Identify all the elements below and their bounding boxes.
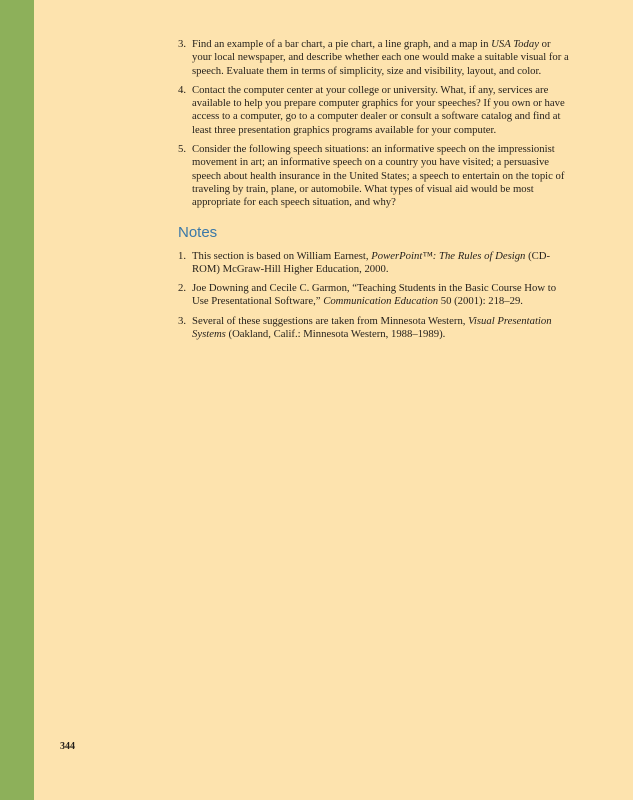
exercise-text: Consider the following speech situations: an informative speech on the impressionist movement in art; an informative speech on a country you have visited; a persuasive speech about health insurance in the United States; a speech to entertain on the topic of traveling by train, plane, or automobile. What types of visual aid would be most appropriate for each speech situation, and why? (192, 143, 565, 209)
exercise-text: Contact the computer center at your college or university. What, if any, services are available to help you prepare computer graphics for your speeches? If you own or have access to a computer, go to a computer dealer or consult a software catalog and find at least three presentation graphics programs available for your computer. (192, 83, 565, 136)
note-text: Joe Downing and Cecile C. Garmon, “Teaching Students in the Basic Course How to Use Presentational Software,” Communication Education 50 (2001): 218–29. (192, 282, 557, 308)
exercise-number: 4. (178, 83, 187, 96)
exercise-item (178, 143, 570, 209)
green-margin-band (0, 0, 34, 800)
exercise-number: 5. (178, 143, 187, 156)
note-item (178, 315, 570, 342)
note-text: This section is based on William Earnest, PowerPoint™: The Rules of Design (CD-ROM) McGraw-Hill Higher Education, 2000. (192, 249, 551, 275)
page-content (178, 38, 570, 347)
exercise-text: Find an example of a bar chart, a pie chart, a line graph, and a map in USA Today or your local newspaper, and describe whether each one would make a suitable visual for a speech. Evaluate them in terms of simplicity, size and visibility, layout, and color. (192, 38, 569, 77)
note-number: 1. (178, 249, 187, 262)
note-item (178, 282, 570, 309)
exercise-number: 3. (178, 38, 187, 50)
note-item (178, 250, 570, 277)
exercise-list (178, 38, 570, 210)
exercise-item (178, 38, 570, 78)
note-number: 3. (178, 314, 187, 327)
note-text: Several of these suggestions are taken from Minnesota Western, Visual Presentation Systems (Oakland, Calif.: Minnesota Western, 1988–1989). (192, 314, 552, 341)
note-number: 2. (178, 282, 187, 295)
exercise-item (178, 84, 570, 137)
notes-list (178, 250, 570, 342)
page-number: 344 (60, 741, 75, 752)
notes-heading: Notes (178, 223, 218, 241)
